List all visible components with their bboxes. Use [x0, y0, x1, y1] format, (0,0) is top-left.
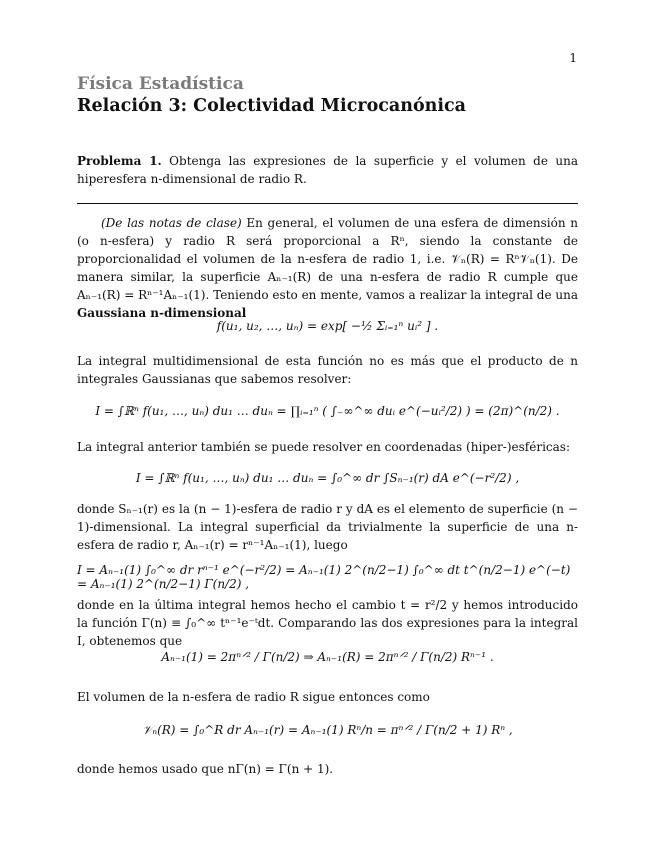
solution-paragraph-3: La integral anterior también se puede resolver en coordenadas (hiper-)esféricas:	[77, 440, 570, 454]
equation-spherical-integral: I = ∫ℝⁿ f(u₁, …, uₙ) du₁ … duₙ = ∫₀^∞ dr ∫Sₙ₋₁(r) dA e^(−r²/2) ,	[135, 471, 520, 485]
solution-paragraph-7: donde hemos usado que nΓ(n) = Γ(n + 1).	[77, 762, 334, 776]
section-divider	[77, 203, 578, 204]
equation-gaussian: f(u₁, u₂, …, uₙ) = exp[ −½ Σᵢ₌₁ⁿ uᵢ² ] .	[216, 319, 439, 333]
solution-paragraph-6: El volumen de la n-esfera de radio R sigue entonces como	[77, 690, 430, 704]
equation-product-integral: I = ∫ℝⁿ f(u₁, …, uₙ) du₁ … duₙ = ∏ᵢ₌₁ⁿ ( ∫₋∞^∞ duᵢ e^(−uᵢ²/2) ) = (2π)^(n/2) .	[95, 404, 560, 418]
equation-volume: 𝒱ₙ(R) = ∫₀^R dr Aₙ₋₁(r) = Aₙ₋₁(1) Rⁿ/n = πⁿᐟ² / Γ(n/2 + 1) Rⁿ ,	[142, 722, 513, 737]
class-notes-note: (De las notas de clase)	[101, 216, 242, 230]
page-title: Relación 3: Colectividad Microcanónica	[77, 96, 466, 116]
equation-radial-integral: I = Aₙ₋₁(1) ∫₀^∞ dr rⁿ⁻¹ e^(−r²/2) = Aₙ₋₁(1) 2^(n/2−1) ∫₀^∞ dt t^(n/2−1) e^(−t) = Aₙ₋₁(1) 2^(n/2−1) Γ(n/2) ,	[77, 563, 571, 591]
course-title: Física Estadística	[77, 74, 244, 94]
solution-paragraph-2: La integral multidimensional de esta función no es más que el producto de n integrales Gaussianas que sabemos resolver:	[77, 354, 578, 386]
solution-paragraph-4: donde Sₙ₋₁(r) es la (n − 1)-esfera de radio r y dA es el elemento de superficie (n − 1)-dimensional. La integral superficial da trivialmente la superficie de una n-esfera de radio r, Aₙ₋₁(r) = rⁿ⁻¹Aₙ₋₁(1), luego	[77, 502, 578, 552]
paragraph-1-text: En general, el volumen de una esfera de dimensión n (o n-esfera) y radio R será proporcional a Rⁿ, siendo la constante de proporcionalidad el volumen de la n-esfera de radio 1, i.e. 𝒱ₙ(R) = Rⁿ𝒱ₙ(1). De manera similar, la superficie Aₙ₋₁(R) de una n-esfera de radio R cumple que Aₙ₋₁(R) = Rⁿ⁻¹Aₙ₋₁(1). Teniendo esto en mente, vamos a realizar la integral de una	[77, 216, 578, 302]
gaussian-term: Gaussiana n-dimensional	[77, 306, 247, 320]
problem-statement	[77, 152, 578, 188]
solution-paragraph-5: donde en la última integral hemos hecho el cambio t = r²/2 y hemos introducido la función Γ(n) ≡ ∫₀^∞ tⁿ⁻¹e⁻ᵗdt. Comparando las dos expresiones para la integral I, obtenemos que	[77, 598, 578, 648]
equation-surface-area: Aₙ₋₁(1) = 2πⁿᐟ² / Γ(n/2) ⇒ Aₙ₋₁(R) = 2πⁿᐟ² / Γ(n/2) Rⁿ⁻¹ .	[161, 650, 494, 664]
problem-label: Problema 1.	[77, 154, 162, 168]
problem-text: Obtenga las expresiones de la superficie y el volumen de una hiperesfera n-dimensional de radio R.	[77, 154, 578, 186]
page-number: 1	[569, 51, 577, 65]
